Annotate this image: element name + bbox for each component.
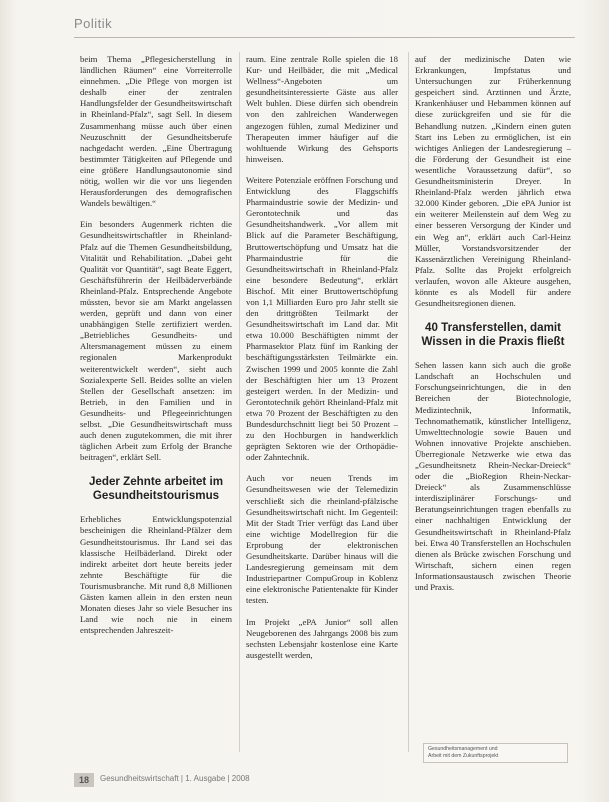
article-column-1: [80, 54, 232, 636]
page-footer: [74, 772, 575, 788]
paragraph: beim Thema „Pflegesicherstellung in ländlichen Räumen“ eine Vorreiterrolle einnehmen. „Die Pflege von morgen ist deshalb einer der zentralen Handlungsfelder der Gesundheitswirtschaft in Rheinland-Pfalz“, sagt Sell. In diesem Zusammenhang müsse auch über einen Neuzuschnitt der Gesundheitsberufe nachgedacht werden. „Eine Übertragung bestimmter Tätigkeiten auf Pflegende und eine größere Handlungsautonomie sind nötig, wollen wir die vor uns liegenden Herausforderungen des demografischen Wandels bewältigen.“: [80, 54, 232, 209]
paragraph: auf der medizinische Daten wie Erkrankungen, Impfstatus und Untersuchungen zur Früherkennung gespeichert sind. Arztinnen und Ärzte, Krankenhäuser und Hebammen können auf diese zurückgreifen und sie für die Behandlung nutzen. „Kindern einen guten Start ins Leben zu ermöglichen, ist ein wichtiges Anliegen der Landesregierung – die Förderung der Gesundheit ist eine wesentliche Voraussetzung dafür“, so Gesundheitsministerin Dreyer. In Rheinland-Pfalz werden jährlich etwa 32.000 Kinder geboren. „Die ePA Junior ist ein weiterer Meilenstein auf dem Weg zu einer besseren Versorgung der Kinder und ein Weg an“, erklärt auch Carl-Heinz Müller, Vorstandsvorsitzender der Kassenärztlichen Vereinigung Rheinland-Pfalz. Sollte das Projekt erfolgreich verlaufen, wovon alle Akteure ausgehen, könnte es als Modell für andere Gesundheitsregionen dienen.: [415, 54, 571, 309]
paragraph: Sehen lassen kann sich auch die große Landschaft an Hochschulen und Forschungseinrichtungen, die in den Bereichen der Biotechnologie, Medizintechnik, Informatik, Technomathematik, künstlicher Intelligenz, Umwelttechnologie sowie Bauen und Wohnen innovative Projekte anschieben. Überregionale Netzwerke wie etwa das „Gesundheitsnetz Rhein-Neckar-Dreieck“ oder die „BioRegion Rhein-Neckar-Dreieck“ als Zusammenschlüsse interdisziplinärer Forschungs- und Beratungseinrichtungen tragen ebenfalls zu einer nachhaltigen Entwicklung der Gesundheitswirtschaft in Rheinland-Pfalz bei. Etwa 40 Transferstellen an Hochschulen dienen als Brücke zwischen Forschung und Wirtschaft, sichern einen regen Informationsaustausch zwischen Theorie und Praxis.: [415, 360, 571, 593]
paragraph: Im Projekt „ePA Junior“ soll allen Neugeborenen des Jahrgangs 2008 bis zum sechsten Lebensjahr kostenlose eine Karte ausgestellt werden,: [246, 616, 398, 660]
section-label: Politik: [74, 16, 113, 31]
subheading: Jeder Zehnte arbeitet im Gesundheitstourismus: [88, 475, 223, 503]
paragraph: Ein besonders Augenmerk richten die Gesundheitswirtschaftler in Rheinland-Pfalz auf die Themen Gesundheitsbildung, Vitalität und Rehabilitation. „Dabei geht Qualität vor Quantität“, sagt Beate Eggert, Geschäftsführerin der Heilbäderverbände Rheinland-Pfalz. Entsprechende Angebote müssten, bevor sie am Markt angelassen werden, geprüft und dann von einer unabhängigen Stelle zertifiziert werden. „Betriebliches Gesundheits- und Altersmanagement müssen zu einem regionalen Markenprodukt weiterentwickelt werden“, sieht auch Sozialexperte Sell. Beides sollte an vielen Stellen der Gesellschaft ansetzen: im Betrieb, in den Familien und in Gesundheits- und Pflegeeinrichtungen selbst. „Die Gesundheitswirtschaft muss auch denen zugutekommen, die mit ihrer täglichen Arbeit zum Erfolg der Branche beitragen“, erklärt Sell.: [80, 219, 232, 463]
paragraph: Auch vor neuen Trends im Gesundheitswesen wie der Telemedizin verschließt sich die rheinland-pfälzische Gesundheitswirtschaft nicht. Im Gegenteil: Mit der Stadt Trier verfügt das Land über eine wichtige Modellregion für die Erprobung der elektronischen Gesundheitskarte. Darüber hinaus will die Landesregierung gemeinsam mit dem Industriepartner CompuGroup in Koblenz eine elektronische Patientenakte für Kinder testen.: [246, 473, 398, 606]
footer-text: Gesundheitswirtschaft | 1. Ausgabe | 2008: [100, 774, 250, 783]
article-column-2: [246, 54, 398, 661]
image-caption: [423, 743, 568, 763]
paragraph: Weitere Potenziale eröffnen Forschung und Entwicklung des Flaggschiffs Pharmaindustrie sowie der Medizin- und Gerontotechnik und das Gesundheitshandwerk. „Vor allem mit Blick auf die Parameter Beschäftigung, Bruttowertschöpfung und Umsatz hat die Pharmaindustrie für die Gesundheitswirtschaft in Rheinland-Pfalz eine besondere Bedeutung“, erklärt Bischof. Mit einer Bruttowertschöpfung von 1,1 Milliarden Euro pro Jahr stellt sie den drittgrößten Teilmarkt der Gesundheitswirtschaft im Land dar. Mit etwa 10.000 Beschäftigten nimmt der Pharmasektor Platz fünf im Ranking der beschäftigungsstärksten Teilmärkte ein. Zwischen 1999 und 2005 konnte die Zahl der Beschäftigten hier um 13 Prozent gesteigert werden. In der Medizin- und Gerontotechnik gehört Rheinland-Pfalz mit etwa 70 Prozent der Beschäftigten zu den Bundesdurchschnitt liegt bei 50 Prozent – zu den Hochburgen in handwerklich geprägten Sektoren wie der Orthopädie- oder Zahntechnik.: [246, 174, 398, 463]
page-number: 18: [74, 773, 94, 787]
paragraph: raum. Eine zentrale Rolle spielen die 18 Kur- und Heilbäder, die mit „Medical Wellness“-Angeboten um gesundheitsinteressierte Gäste aus aller Welt buhlen. Diese dürfen sich obendrein von den zahlreichen Wanderwegen angezogen fühlen, zumal Mediziner und Therapeuten immer häufiger auf die wohltuende Wirkung des Gehsports hinweisen.: [246, 54, 398, 164]
paragraph: Erhebliches Entwicklungspotenzial bescheinigen die Rheinland-Pfälzer dem Gesundheitstourismus. Ihr Land sei das klassische Heilbäderland. Direkt oder indirekt arbeitet dort heute bereits jeder zehnte Beschäftigte für die Tourismusbranche. Mit rund 8,8 Millionen Gästen kamen allein in den ersten neun Monaten dieses Jahr so viele Besucher ins Land wie noch nie in einem entsprechenden Jahreszeit-: [80, 514, 232, 636]
column-divider: [239, 52, 240, 752]
caption-line: Gesundheitsmanagement und: [428, 746, 498, 752]
caption-line: Arbeit mit dem Zukunftsprojekt: [428, 752, 499, 759]
article-column-3: [415, 54, 571, 593]
column-divider: [408, 52, 409, 752]
subheading: 40 Transferstellen, damit Wissen in die Praxis fließt: [421, 321, 565, 349]
top-rule: [74, 37, 575, 38]
